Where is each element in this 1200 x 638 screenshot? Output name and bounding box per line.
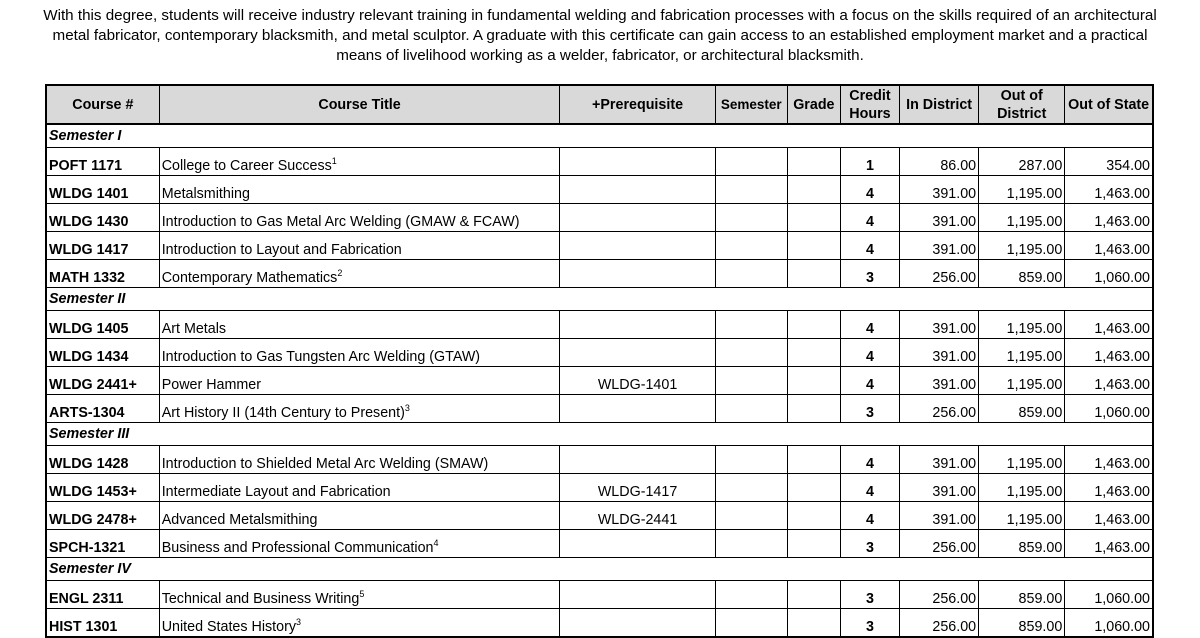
course-title-text: Introduction to Shielded Metal Arc Welding (SMAW) — [161, 456, 489, 472]
table-header-row — [46, 85, 1153, 124]
grade-cell — [787, 232, 840, 260]
credit-hours: 1 — [840, 148, 899, 176]
grade-cell — [787, 446, 840, 474]
semester-cell — [715, 176, 787, 204]
in-district-cost: 86.00 — [900, 148, 979, 176]
course-title-text: United States History — [161, 619, 296, 635]
in-district-cost: 391.00 — [900, 474, 979, 502]
grade-cell — [787, 339, 840, 367]
course-title-text: Business and Professional Communication — [161, 540, 434, 556]
out-of-district-cost: 859.00 — [979, 395, 1065, 423]
course-code: WLDG 2478+ — [46, 502, 159, 530]
in-district-cost: 256.00 — [900, 609, 979, 638]
prerequisite: WLDG-2441 — [560, 502, 715, 530]
footnote-marker: 3 — [296, 617, 302, 628]
credit-hours: 3 — [840, 260, 899, 288]
course-title — [159, 260, 560, 288]
semester-cell — [715, 581, 787, 609]
credit-hours: 4 — [840, 204, 899, 232]
course-code: POFT 1171 — [46, 148, 159, 176]
grade-cell — [787, 395, 840, 423]
semester-cell — [715, 395, 787, 423]
course-title-text: Introduction to Gas Tungsten Arc Welding (GTAW) — [161, 349, 481, 365]
footnote-marker: 2 — [337, 268, 343, 279]
prerequisite — [560, 395, 715, 423]
table-row — [46, 367, 1153, 395]
semester-heading-row — [46, 288, 1153, 311]
semester-cell — [715, 446, 787, 474]
table-row — [46, 232, 1153, 260]
grade-cell — [787, 176, 840, 204]
course-code: ENGL 2311 — [46, 581, 159, 609]
course-title — [159, 446, 560, 474]
out-of-district-cost: 1,195.00 — [979, 311, 1065, 339]
prerequisite — [560, 176, 715, 204]
out-of-state-cost: 1,463.00 — [1065, 446, 1153, 474]
course-title — [159, 530, 560, 558]
prerequisite — [560, 204, 715, 232]
course-title — [159, 581, 560, 609]
course-title-text: Art Metals — [161, 321, 227, 337]
table-row — [46, 530, 1153, 558]
course-title-text: Introduction to Gas Metal Arc Welding (GMAW & FCAW) — [161, 214, 520, 230]
credit-header-line1: Credit — [849, 87, 891, 104]
in-district-cost: 256.00 — [900, 581, 979, 609]
semester-heading: Semester III — [46, 423, 1153, 446]
course-table — [45, 84, 1154, 638]
course-title — [159, 339, 560, 367]
table-row — [46, 260, 1153, 288]
out-of-state-cost: 1,463.00 — [1065, 367, 1153, 395]
in-district-cost: 256.00 — [900, 395, 979, 423]
out-of-state-cost: 1,463.00 — [1065, 232, 1153, 260]
prerequisite — [560, 339, 715, 367]
credit-hours: 4 — [840, 367, 899, 395]
out-of-district-cost: 1,195.00 — [979, 446, 1065, 474]
in-district-cost: 391.00 — [900, 339, 979, 367]
course-code: WLDG 1453+ — [46, 474, 159, 502]
semester-cell — [715, 502, 787, 530]
credit-hours: 4 — [840, 232, 899, 260]
course-code: WLDG 1434 — [46, 339, 159, 367]
out-of-state-cost: 1,463.00 — [1065, 176, 1153, 204]
grade-cell — [787, 311, 840, 339]
semester-cell — [715, 474, 787, 502]
grade-cell — [787, 260, 840, 288]
credit-hours: 4 — [840, 474, 899, 502]
course-title-text: Power Hammer — [161, 377, 262, 393]
grade-cell — [787, 530, 840, 558]
semester-heading-row — [46, 124, 1153, 148]
footnote-marker: 5 — [359, 589, 365, 600]
prerequisite — [560, 148, 715, 176]
prerequisite: WLDG-1401 — [560, 367, 715, 395]
course-code: WLDG 2441+ — [46, 367, 159, 395]
course-title — [159, 367, 560, 395]
semester-heading: Semester II — [46, 288, 1153, 311]
semester-cell — [715, 609, 787, 638]
out-of-state-cost: 354.00 — [1065, 148, 1153, 176]
prerequisite — [560, 260, 715, 288]
in-district-cost: 391.00 — [900, 232, 979, 260]
course-title-text: Intermediate Layout and Fabrication — [161, 484, 391, 500]
course-title-text: Metalsmithing — [161, 186, 250, 202]
out-of-state-cost: 1,060.00 — [1065, 581, 1153, 609]
out-of-state-cost: 1,463.00 — [1065, 530, 1153, 558]
course-title-text: College to Career Success — [161, 158, 332, 174]
out-of-district-cost: 1,195.00 — [979, 232, 1065, 260]
out-of-state-cost: 1,060.00 — [1065, 395, 1153, 423]
semester-cell — [715, 260, 787, 288]
course-code: SPCH-1321 — [46, 530, 159, 558]
credit-hours: 4 — [840, 339, 899, 367]
col-header-credit-hours — [840, 85, 899, 124]
course-title — [159, 176, 560, 204]
course-code: HIST 1301 — [46, 609, 159, 638]
prerequisite — [560, 232, 715, 260]
course-title — [159, 232, 560, 260]
program-description: With this degree, students will receive industry relevant training in fundamental welding and fabrication processes with a focus on the skills required of an architectural metal fabricator, contemporary blacksmith, and metal sculptor. A graduate with this certificate can gain access to an established employment market and a practical means of livelihood working as a welder, fabricator, or architectural blacksmith. — [43, 7, 1157, 64]
course-title-text: Technical and Business Writing — [161, 591, 360, 607]
table-row — [46, 609, 1153, 638]
in-district-cost: 391.00 — [900, 502, 979, 530]
table-row — [46, 176, 1153, 204]
credit-hours: 4 — [840, 311, 899, 339]
course-title — [159, 474, 560, 502]
semester-cell — [715, 339, 787, 367]
in-district-cost: 391.00 — [900, 311, 979, 339]
table-row — [46, 395, 1153, 423]
out-of-district-cost: 859.00 — [979, 260, 1065, 288]
semester-cell — [715, 148, 787, 176]
in-district-cost: 256.00 — [900, 530, 979, 558]
out-of-district-cost: 1,195.00 — [979, 176, 1065, 204]
col-header-out-of-state: Out of State — [1065, 85, 1153, 124]
grade-cell — [787, 581, 840, 609]
semester-heading: Semester IV — [46, 558, 1153, 581]
course-title-text: Introduction to Layout and Fabrication — [161, 242, 402, 258]
table-row — [46, 581, 1153, 609]
credit-hours: 4 — [840, 176, 899, 204]
out-of-district-cost: 859.00 — [979, 609, 1065, 638]
table-row — [46, 311, 1153, 339]
prerequisite — [560, 581, 715, 609]
course-title — [159, 204, 560, 232]
col-header-prereq: +Prerequisite — [560, 85, 715, 124]
grade-cell — [787, 148, 840, 176]
credit-hours: 3 — [840, 530, 899, 558]
out-of-district-cost: 1,195.00 — [979, 204, 1065, 232]
prerequisite — [560, 609, 715, 638]
semester-cell — [715, 232, 787, 260]
grade-cell — [787, 204, 840, 232]
course-title — [159, 502, 560, 530]
semester-heading: Semester I — [46, 124, 1153, 148]
table-row — [46, 474, 1153, 502]
grade-cell — [787, 474, 840, 502]
course-code: WLDG 1430 — [46, 204, 159, 232]
out-of-district-cost: 1,195.00 — [979, 474, 1065, 502]
out-district-header-line2: District — [997, 105, 1047, 122]
out-of-state-cost: 1,463.00 — [1065, 339, 1153, 367]
course-code: WLDG 1417 — [46, 232, 159, 260]
out-of-state-cost: 1,463.00 — [1065, 204, 1153, 232]
course-table-body — [46, 124, 1153, 637]
course-code: WLDG 1401 — [46, 176, 159, 204]
in-district-cost: 391.00 — [900, 176, 979, 204]
grade-cell — [787, 367, 840, 395]
out-of-state-cost: 1,463.00 — [1065, 311, 1153, 339]
table-row — [46, 148, 1153, 176]
course-code: WLDG 1428 — [46, 446, 159, 474]
prerequisite — [560, 311, 715, 339]
credit-hours: 4 — [840, 446, 899, 474]
out-of-district-cost: 859.00 — [979, 530, 1065, 558]
credit-hours: 3 — [840, 581, 899, 609]
semester-cell — [715, 311, 787, 339]
col-header-out-of-district — [979, 85, 1065, 124]
table-row — [46, 339, 1153, 367]
course-title-text: Contemporary Mathematics — [161, 270, 338, 286]
course-code: MATH 1332 — [46, 260, 159, 288]
grade-cell — [787, 609, 840, 638]
course-code: WLDG 1405 — [46, 311, 159, 339]
course-title — [159, 311, 560, 339]
col-header-grade: Grade — [787, 85, 840, 124]
course-title — [159, 609, 560, 638]
semester-cell — [715, 367, 787, 395]
semester-heading-row — [46, 423, 1153, 446]
col-header-course: Course # — [46, 85, 159, 124]
table-row — [46, 204, 1153, 232]
table-row — [46, 446, 1153, 474]
course-title — [159, 148, 560, 176]
in-district-cost: 391.00 — [900, 204, 979, 232]
col-header-title: Course Title — [159, 85, 560, 124]
out-of-district-cost: 1,195.00 — [979, 339, 1065, 367]
out-of-state-cost: 1,060.00 — [1065, 260, 1153, 288]
out-of-district-cost: 287.00 — [979, 148, 1065, 176]
grade-cell — [787, 502, 840, 530]
course-title-text: Advanced Metalsmithing — [161, 512, 318, 528]
semester-heading-row — [46, 558, 1153, 581]
in-district-cost: 256.00 — [900, 260, 979, 288]
course-code: ARTS-1304 — [46, 395, 159, 423]
credit-header-line2: Hours — [849, 105, 891, 122]
out-of-state-cost: 1,463.00 — [1065, 474, 1153, 502]
out-of-state-cost: 1,060.00 — [1065, 609, 1153, 638]
col-header-in-district: In District — [900, 85, 979, 124]
prerequisite — [560, 446, 715, 474]
course-title — [159, 395, 560, 423]
out-district-header-line1: Out of — [1000, 87, 1043, 104]
out-of-district-cost: 1,195.00 — [979, 502, 1065, 530]
credit-hours: 3 — [840, 609, 899, 638]
in-district-cost: 391.00 — [900, 446, 979, 474]
footnote-marker: 1 — [331, 156, 337, 167]
out-of-district-cost: 1,195.00 — [979, 367, 1065, 395]
prerequisite: WLDG-1417 — [560, 474, 715, 502]
credit-hours: 3 — [840, 395, 899, 423]
semester-cell — [715, 204, 787, 232]
col-header-semester: Semester — [715, 85, 787, 124]
course-title-text: Art History II (14th Century to Present) — [161, 405, 405, 421]
table-row — [46, 502, 1153, 530]
semester-cell — [715, 530, 787, 558]
footnote-marker: 3 — [404, 403, 410, 414]
prerequisite — [560, 530, 715, 558]
out-of-district-cost: 859.00 — [979, 581, 1065, 609]
out-of-state-cost: 1,463.00 — [1065, 502, 1153, 530]
footnote-marker: 4 — [433, 538, 439, 549]
credit-hours: 4 — [840, 502, 899, 530]
in-district-cost: 391.00 — [900, 367, 979, 395]
